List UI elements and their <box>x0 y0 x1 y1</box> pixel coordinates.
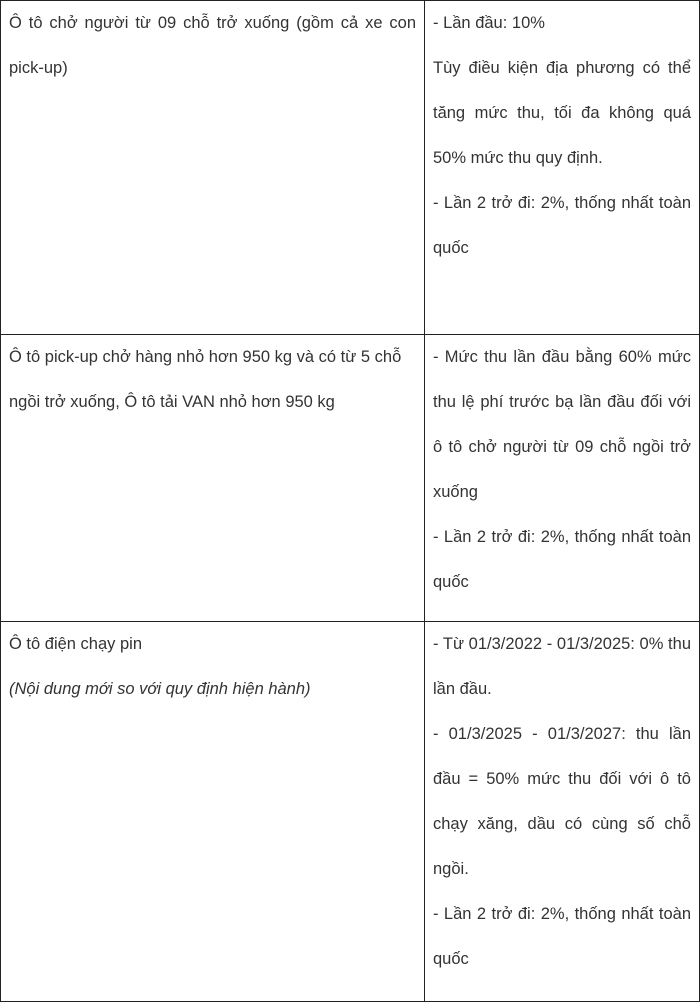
vehicle-type-cell <box>1 622 425 1002</box>
table-row <box>1 1 700 335</box>
fee-rate-cell <box>425 622 700 1002</box>
fee-rate-line: - Từ 01/3/2022 - 01/3/2025: 0% thu lần đầu. <box>433 635 691 698</box>
vehicle-type-cell <box>1 335 425 622</box>
fee-rate-line: - Lần 2 trở đi: 2%, thống nhất toàn quốc <box>433 528 691 591</box>
fee-rate-line: Tùy điều kiện địa phương có thể tăng mức thu, tối đa không quá 50% mức thu quy định. <box>433 59 691 167</box>
vehicle-type-text: Ô tô chở người từ 09 chỗ trở xuống (gồm cả xe con pick-up) <box>9 14 416 77</box>
vehicle-type-text: Ô tô điện chạy pin <box>9 635 142 653</box>
fee-rate-line: - Lần 2 trở đi: 2%, thống nhất toàn quốc <box>433 905 691 968</box>
fee-rate-line: - Mức thu lần đầu bằng 60% mức thu lệ phí trước bạ lần đầu đối với ô tô chở người từ 09 chỗ ngồi trở xuống <box>433 348 691 501</box>
fee-rate-cell <box>425 335 700 622</box>
table-row <box>1 335 700 622</box>
fee-rate-cell <box>425 1 700 335</box>
vehicle-type-text: Ô tô pick-up chở hàng nhỏ hơn 950 kg và có từ 5 chỗ ngồi trở xuống, Ô tô tải VAN nhỏ hơn 950 kg <box>9 348 402 411</box>
fee-rate-line: - Lần 2 trở đi: 2%, thống nhất toàn quốc <box>433 194 691 257</box>
fee-rate-line: - 01/3/2025 - 01/3/2027: thu lần đầu = 50% mức thu đối với ô tô chạy xăng, dầu có cùng số chỗ ngồi. <box>433 725 691 878</box>
new-content-note: (Nội dung mới so với quy định hiện hành) <box>9 680 311 698</box>
vehicle-type-cell <box>1 1 425 335</box>
table-row <box>1 622 700 1002</box>
fee-rate-line: - Lần đầu: 10% <box>433 14 545 32</box>
